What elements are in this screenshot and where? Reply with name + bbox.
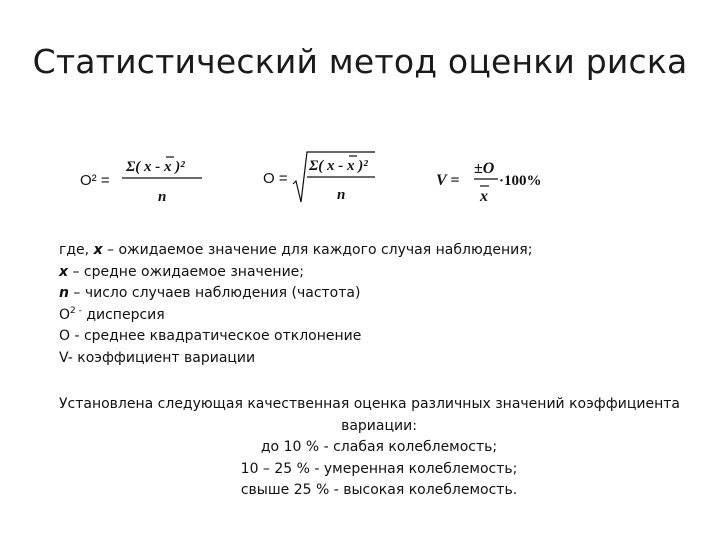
definitions-block bbox=[59, 240, 679, 369]
variable-xbar: x bbox=[59, 263, 69, 280]
std-dev-formula bbox=[263, 140, 393, 214]
definition-line-std-dev: O - среднее квадратическое отклонение bbox=[59, 328, 362, 344]
variance-denominator: n bbox=[158, 189, 167, 205]
definition-line-xbar bbox=[59, 262, 679, 284]
variation-formula bbox=[436, 140, 566, 214]
definition-line-n bbox=[59, 283, 679, 305]
definition-text: дисперсия bbox=[81, 306, 165, 323]
definition-prefix: где, bbox=[59, 242, 94, 258]
variation-multiplier: ·100% bbox=[499, 173, 542, 189]
variance-numerator: Σ( x - x )² bbox=[126, 159, 185, 175]
formulas-row bbox=[0, 140, 720, 215]
variance-formula bbox=[80, 140, 220, 214]
std-dev-lhs: O = bbox=[263, 170, 288, 187]
assessment-level-low: до 10 % - слабая колеблемость; bbox=[260, 439, 498, 455]
definition-text: – число случаев наблюдения (частота) bbox=[68, 285, 361, 301]
variable-n: n bbox=[59, 285, 69, 301]
variance-superscript: 2 - bbox=[70, 305, 82, 316]
variance-lhs: O² = bbox=[80, 172, 110, 189]
assessment-intro-continued: вариации: bbox=[341, 417, 417, 434]
variable-x: x bbox=[93, 242, 103, 258]
assessment-block bbox=[59, 394, 704, 502]
variation-numerator: ±O bbox=[474, 160, 495, 177]
variation-denominator: x bbox=[480, 188, 488, 205]
variation-lhs: V = bbox=[436, 172, 460, 189]
definition-line-x bbox=[59, 240, 679, 262]
definition-line-variance bbox=[59, 305, 679, 327]
assessment-level-high: свыше 25 % - высокая колеблемость. bbox=[240, 482, 518, 498]
std-dev-numerator: Σ( x - x )² bbox=[309, 158, 368, 174]
assessment-intro: Установлена следующая качественная оценка различных значений коэффициента bbox=[59, 396, 680, 412]
definition-text: – ожидаемое значение для каждого случая наблюдения; bbox=[102, 242, 533, 258]
definition-text: – средне ожидаемое значение; bbox=[68, 263, 305, 280]
variance-symbol: O bbox=[59, 306, 71, 323]
std-dev-denominator: n bbox=[337, 187, 346, 203]
slide-title: Статистический метод оценки риска bbox=[32, 42, 688, 81]
assessment-level-medium: 10 – 25 % - умеренная колеблемость; bbox=[240, 460, 518, 477]
definition-line-variation: V- коэффициент вариации bbox=[59, 349, 256, 366]
